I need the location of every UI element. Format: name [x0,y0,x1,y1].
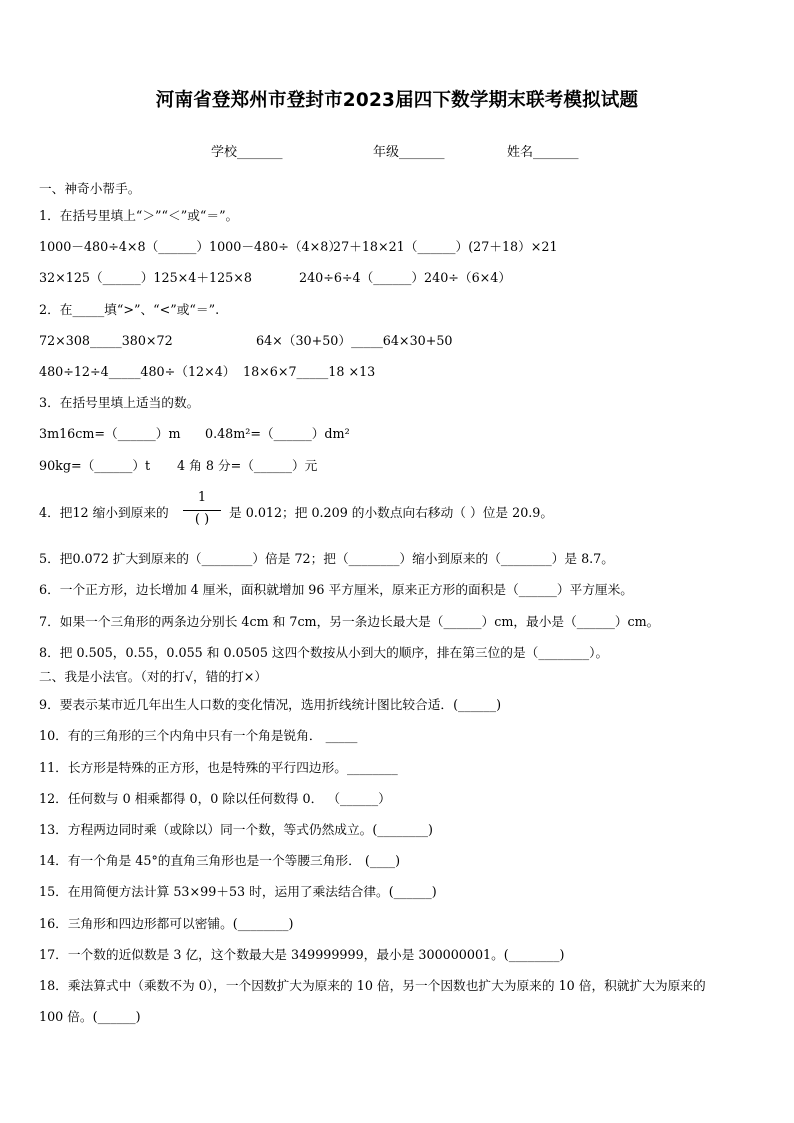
question-5: 5．把0.072 扩大到原来的（________）倍是 72；把（________）缩小到原来的（________）是 8.7。 [39,551,614,566]
question-17: 17．一个数的近似数是 3 亿，这个数最大是 349999999，最小是 300000001。(________) [39,947,565,962]
q3-row2-right: 4 角 8 分=（______）元 [177,458,318,473]
q2-row1-left: 72×308_____380×72 [39,333,173,348]
q1-row2-right: 240÷6÷4（______）240÷（6×4） [299,270,512,285]
question-14: 14．有一个角是 45°的直角三角形也是一个等腰三角形． (____) [39,853,401,868]
name-field: 姓名_______ [507,145,579,160]
question-6: 6．一个正方形，边长增加 4 厘米，面积就增加 96 平方厘米，原来正方形的面积是（______）平方厘米。 [39,582,633,597]
fraction-numerator: 1 [197,490,207,505]
section1-heading: 一、神奇小帮手。 [39,181,141,196]
q4-fraction [181,490,223,534]
q3-row1-left: 3m16cm=（______）m [39,426,181,441]
fraction-bar [183,510,221,511]
question-13: 13．方程两边同时乘（或除以）同一个数，等式仍然成立。(________) [39,822,433,837]
question-2: 2．在_____填“>”、“<”或“＝”. [39,302,220,317]
q4-text-post: 是 0.012；把 0.209 的小数点向右移动（ ）位是 20.9。 [229,505,554,520]
question-8: 8．把 0.505，0.55，0.055 和 0.0505 这四个数按从小到大的顺序，排在第三位的是（________）。 [39,645,609,660]
question-1: 1．在括号里填上“＞”“＜”或“＝”。 [39,208,239,223]
q2-row2-left: 480÷12÷4_____480÷（12×4） [39,364,236,379]
question-7: 7．如果一个三角形的两条边分别长 4cm 和 7cm，另一条边长最大是（______）cm，最小是（______）cm。 [39,614,660,629]
question-9: 9．要表示某市近几年出生人口数的变化情况，选用折线统计图比较合适．(______) [39,697,502,712]
q3-row2-left: 90kg=（______）t [39,458,151,473]
question-18-line2: 100 倍。(______) [39,1009,141,1024]
question-3: 3．在括号里填上适当的数。 [39,395,200,410]
q2-row2-right: 18×6×7_____18 ×13 [243,364,376,379]
question-12: 12．任何数与 0 相乘都得 0，0 除以任何数得 0． （______） [39,791,391,806]
q3-row1-right: 0.48m²=（______）dm² [205,426,350,441]
q1-row2-left: 32×125（______）125×4＋125×8 [39,270,252,285]
school-field: 学校_______ [211,145,283,160]
question-10: 10．有的三角形的三个内角中只有一个角是锐角． _____ [39,728,358,743]
grade-field: 年级_______ [373,145,445,160]
question-16: 16．三角形和四边形都可以密铺。(________) [39,916,294,931]
section2-heading: 二、我是小法官。（对的打√，错的打×） [39,669,268,684]
question-15: 15．在用简便方法计算 53×99＋53 时，运用了乘法结合律。(______) [39,884,437,899]
q1-row1-left: 1000－480÷4×8（______）1000－480÷（4×8） [39,239,342,254]
fraction-denominator: ( ) [194,512,210,527]
q2-row1-right: 64×（30+50）_____64×30+50 [256,333,453,348]
question-11: 11．长方形是特殊的正方形，也是特殊的平行四边形。________ [39,760,398,775]
q4-text-pre: 4．把12 缩小到原来的 [39,505,169,520]
q1-row1-right: 27＋18×21（______）(27＋18）×21 [333,239,558,254]
question-18-line1: 18．乘法算式中（乘数不为 0），一个因数扩大为原来的 10 倍，另一个因数也扩大为原来的 10 倍，积就扩大为原来的 [39,978,706,993]
page-title: 河南省登郑州市登封市2023届四下数学期末联考模拟试题 [155,90,639,111]
